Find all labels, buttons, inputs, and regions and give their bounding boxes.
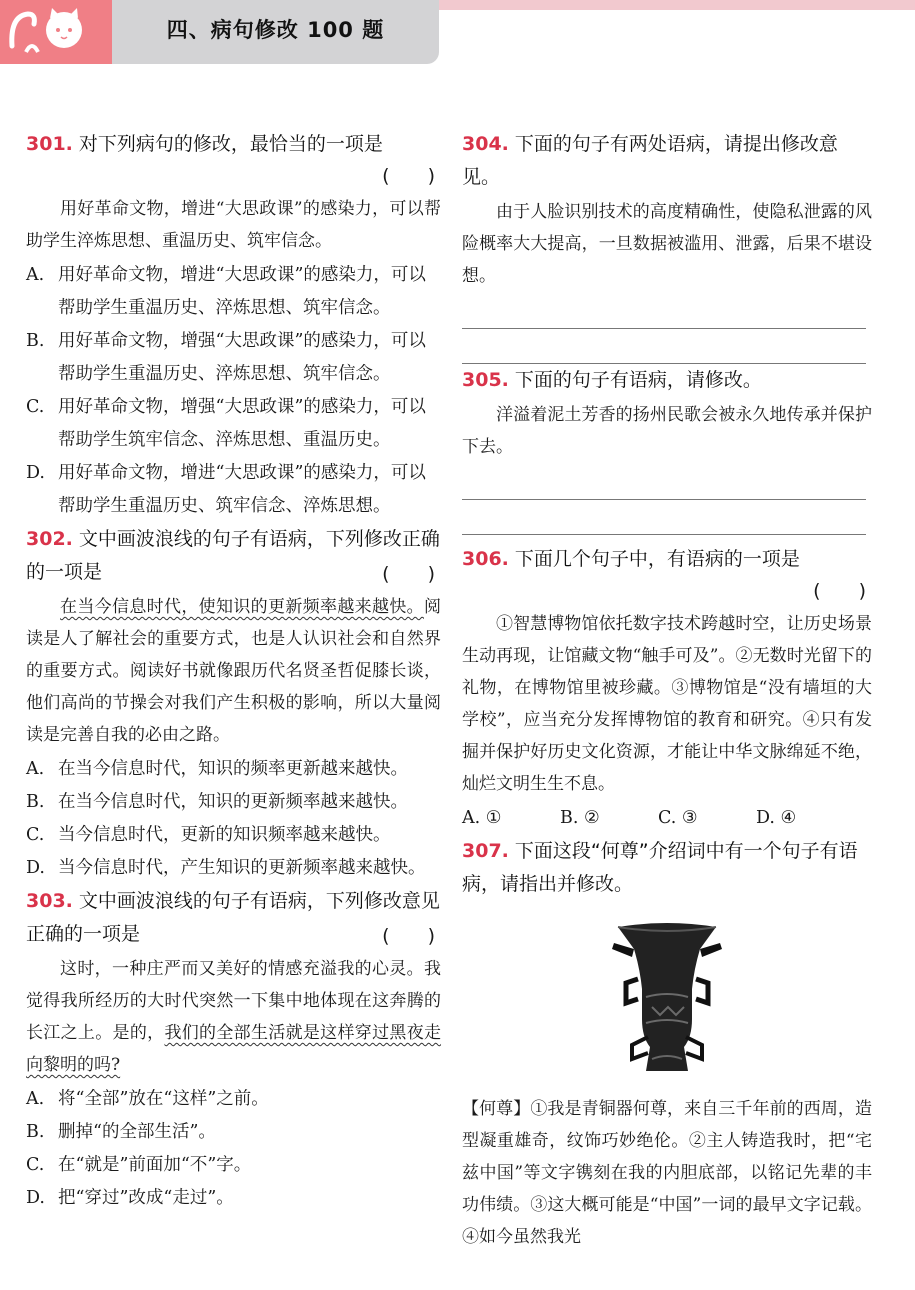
mascot-icon (6, 6, 90, 60)
option-d: D. ④ (756, 808, 797, 828)
option-d: D. 用好革命文物，增进“大思政课”的感染力，可以帮助学生重温历史、筑牢信念、淬炼思想。 (26, 463, 426, 516)
right-column (462, 128, 872, 1255)
answer-line[interactable] (462, 294, 866, 329)
option-b: B. ② (560, 808, 600, 828)
option-b: B. 在当今信息时代，知识的更新频率越来越快。 (26, 792, 408, 812)
question-stem: 文中画波浪线的句子有语病，下列修改正确的一项是 (26, 528, 440, 583)
question-text: 【何尊】①我是青铜器何尊，来自三千年前的西周，造型凝重雄奇，纹饰巧妙绝伦。②主人铸造我时，把“宅兹中国”等文字镌刻在我的内胆底部，以铭记先辈的丰功伟绩。③这大概可能是“中国”一词的最早文字记载。④如今虽然我光 (462, 1099, 872, 1247)
header-tab (112, 0, 439, 64)
answer-line[interactable] (462, 329, 866, 364)
header-strip (439, 0, 915, 10)
bronze-vessel-image (608, 919, 726, 1079)
option-a: A. 将“全部”放在“这样”之前。 (26, 1089, 269, 1109)
question-305 (462, 364, 872, 535)
question-text: 在当今信息时代，使知识的更新频率越来越快。阅读是人了解社会的重要方式，也是人认识社会和自然界的重要方式。阅读好书就像跟历代名贤圣哲促膝长谈，他们高尚的节操会对我们产生积极的影响，所以大量阅读是完善自我的必由之路。 (26, 597, 441, 745)
question-307 (462, 835, 872, 1253)
question-301 (26, 128, 441, 523)
question-number: 303. (26, 890, 73, 912)
question-stem: 下面几个句子中，有语病的一项是 (514, 548, 800, 570)
question-text: 洋溢着泥土芳香的扬州民歌会被永久地传承并保护下去。 (462, 405, 872, 457)
question-number: 307. (462, 840, 509, 862)
wavy-underlined-sentence: 在当今信息时代，使知识的更新频率越来越快。 (60, 597, 424, 617)
option-b: B. 删掉“的全部生活”。 (26, 1122, 216, 1142)
option-c: C. 当今信息时代，更新的知识频率越来越快。 (26, 825, 391, 845)
question-number: 302. (26, 528, 73, 550)
left-column (26, 128, 441, 1215)
question-304 (462, 128, 872, 364)
option-d: D. 当今信息时代，产生知识的更新频率越来越快。 (26, 858, 426, 878)
answer-paren: ( ) (382, 563, 435, 585)
question-number: 301. (26, 133, 73, 155)
inline-options (462, 802, 872, 835)
question-stem: 下面这段“何尊”介绍词中有一个句子有语病，请指出并修改。 (462, 840, 858, 895)
question-306 (462, 543, 872, 835)
option-c: C. 在“就是”前面加“不”字。 (26, 1155, 252, 1175)
header-accent-block (0, 0, 112, 64)
question-stem: 下面的句子有语病，请修改。 (514, 369, 762, 391)
answer-paren: ( ) (382, 165, 435, 187)
question-text: 这时，一种庄严而又美好的情感充溢我的心灵。我觉得我所经历的大时代突然一下集中地体现在这奔腾的长江之上。是的，我们的全部生活就是这样穿过黑夜走向黎明的吗? (26, 959, 442, 1075)
question-number: 305. (462, 369, 509, 391)
question-number: 304. (462, 133, 509, 155)
question-stem: 文中画波浪线的句子有语病，下列修改意见正确的一项是 (26, 890, 440, 945)
option-c: C. 用好革命文物，增强“大思政课”的感染力，可以帮助学生筑牢信念、淬炼思想、重温历史。 (26, 397, 426, 450)
answer-line[interactable] (462, 500, 866, 535)
question-text: 由于人脸识别技术的高度精确性，使隐私泄露的风险概率大大提高，一旦数据被滥用、泄露，后果不堪设想。 (462, 202, 872, 286)
question-number: 306. (462, 548, 509, 570)
question-stem: 对下列病句的修改，最恰当的一项是 (78, 133, 383, 155)
question-text: 用好革命文物，增进“大思政课”的感染力，可以帮助学生淬炼思想、重温历史、筑牢信念。 (26, 199, 441, 251)
option-a: A. 用好革命文物，增进“大思政课”的感染力，可以帮助学生重温历史、淬炼思想、筑牢信念。 (26, 265, 426, 318)
option-c: C. ③ (658, 808, 698, 828)
answer-line[interactable] (462, 465, 866, 500)
option-d: D. 把“穿过”改成“走过”。 (26, 1188, 234, 1208)
question-text: ①智慧博物馆依托数字技术跨越时空，让历史场景生动再现，让馆藏文物“触手可及”。②无数时光留下的礼物，在博物馆里被珍藏。③博物馆是“没有墙垣的大学校”，应当充分发挥博物馆的教育和研究。④只有发掘并保护好历史文化资源，才能让中华文脉绵延不绝，灿烂文明生生不息。 (462, 614, 872, 794)
option-b: B. 用好革命文物，增强“大思政课”的感染力，可以帮助学生重温历史、淬炼思想、筑牢信念。 (26, 331, 426, 384)
question-stem: 下面的句子有两处语病，请提出修改意见。 (462, 133, 838, 188)
wavy-underlined-sentence: 我们的全部生活就是这样穿过黑夜走向黎明的吗? (26, 1023, 442, 1075)
question-302 (26, 523, 441, 885)
option-a: A. 在当今信息时代，知识的频率更新越来越快。 (26, 759, 408, 779)
page-title: 四、病句修改 100 题 (166, 18, 385, 42)
option-a: A. ① (462, 808, 502, 828)
answer-paren: ( ) (382, 925, 435, 947)
question-303 (26, 885, 441, 1215)
answer-paren: ( ) (813, 580, 866, 602)
